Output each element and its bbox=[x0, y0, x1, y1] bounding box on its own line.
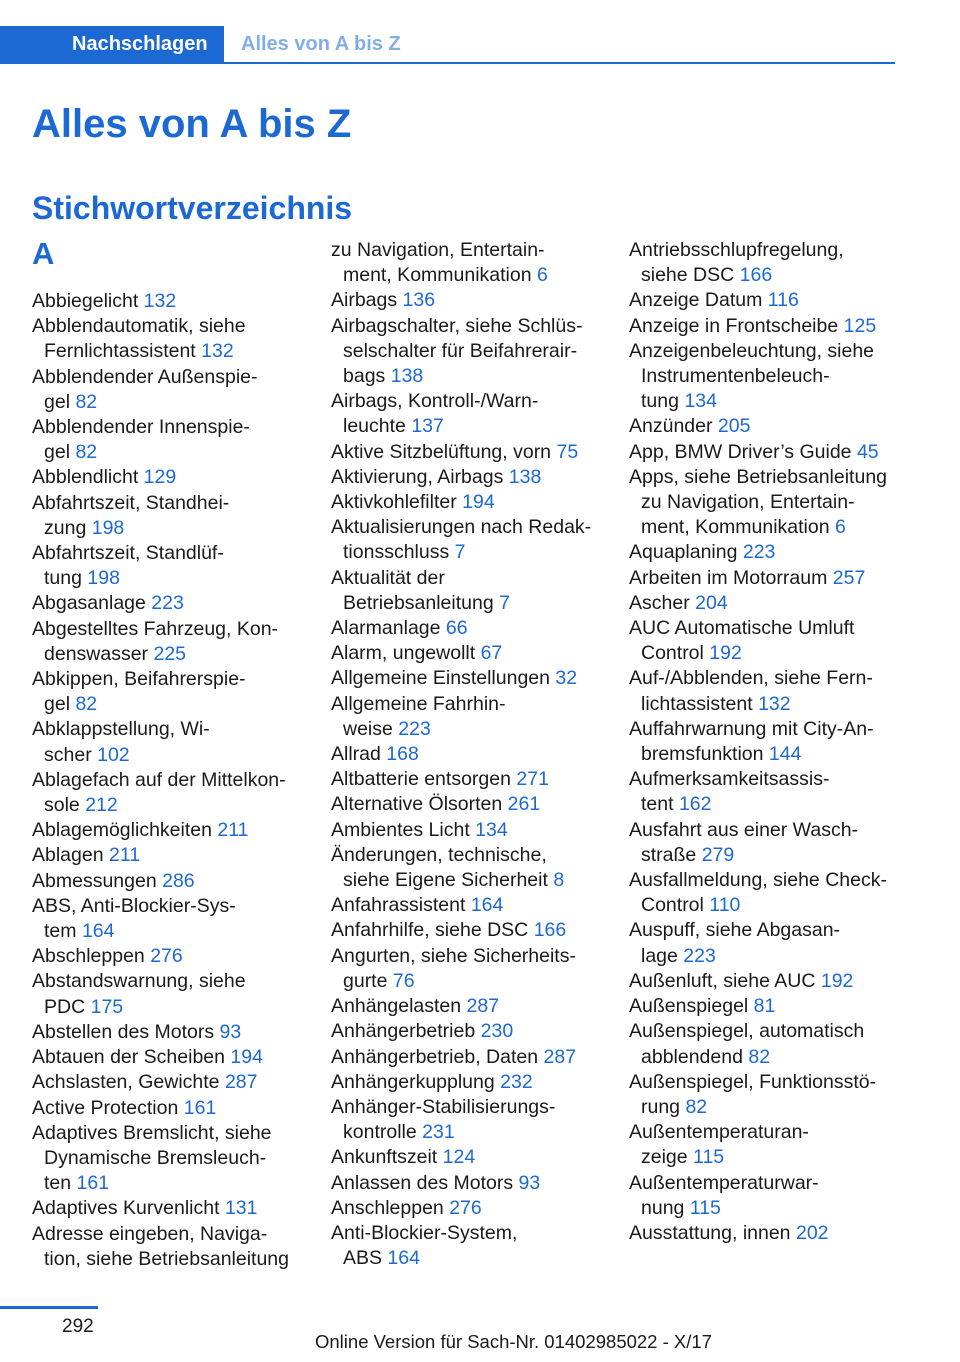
index-entry-text: Allrad bbox=[331, 743, 381, 766]
page-reference-link[interactable]: 132 bbox=[201, 340, 234, 363]
index-entry-text: Ankunftszeit bbox=[331, 1146, 438, 1169]
index-entry bbox=[331, 1045, 603, 1070]
page-reference-link[interactable]: 115 bbox=[693, 1146, 725, 1169]
index-entry bbox=[629, 238, 901, 288]
index-entry bbox=[331, 515, 603, 565]
page-reference-link[interactable]: 93 bbox=[219, 1020, 242, 1043]
breadcrumb[interactable]: Alles von A bis Z bbox=[241, 33, 401, 55]
page-reference-link[interactable]: 276 bbox=[150, 945, 183, 968]
index-entry bbox=[629, 666, 901, 716]
index-entry-text: Außenspiegel, automatisch abblendend bbox=[629, 1020, 865, 1068]
letter-heading: A bbox=[32, 236, 55, 271]
page-reference-link[interactable]: 6 bbox=[835, 516, 846, 539]
index-entry bbox=[32, 1196, 304, 1221]
index-entry bbox=[32, 591, 304, 616]
page-reference-link[interactable]: 82 bbox=[748, 1045, 771, 1068]
index-entry-text: Anfahrhilfe, siehe DSC bbox=[331, 919, 529, 942]
index-entry bbox=[629, 1171, 901, 1221]
index-entry bbox=[629, 1070, 901, 1120]
page-reference-link[interactable]: 66 bbox=[445, 617, 468, 640]
page-reference-link[interactable]: 82 bbox=[75, 390, 98, 413]
index-entry bbox=[331, 692, 603, 742]
page-reference-link[interactable]: 81 bbox=[753, 995, 776, 1018]
index-entry-text: Abstandswarnung, siehe PDC bbox=[32, 970, 246, 1018]
index-entry-text: Abgasanlage bbox=[32, 592, 146, 615]
index-entry-text: Ablagefach auf der Mittelkon- sole bbox=[32, 768, 286, 817]
index-entry-text: Abblendlicht bbox=[32, 466, 139, 489]
index-entry bbox=[331, 440, 603, 465]
index-entry bbox=[32, 717, 304, 767]
page-reference-link[interactable]: 168 bbox=[386, 743, 419, 766]
page-reference-link[interactable]: 124 bbox=[442, 1146, 476, 1169]
page-reference-link[interactable]: 138 bbox=[390, 365, 424, 388]
index-entry-text: Abblendender Außenspie- gel bbox=[32, 365, 258, 413]
page-reference-link[interactable]: 223 bbox=[398, 717, 431, 740]
index-entry bbox=[331, 893, 603, 918]
page-reference-link[interactable]: 164 bbox=[470, 894, 504, 917]
index-entry-text: App, BMW Driver’s Guide bbox=[629, 440, 852, 463]
page-reference-link[interactable]: 137 bbox=[411, 415, 444, 438]
page-reference-link[interactable]: 232 bbox=[500, 1070, 533, 1093]
page-reference-link[interactable]: 32 bbox=[555, 667, 578, 690]
index-entry-text: Ascher bbox=[629, 591, 690, 614]
page-reference-link[interactable]: 136 bbox=[402, 289, 436, 312]
index-entry-text: Abgestelltes Fahrzeug, Kon- denswasser bbox=[32, 617, 279, 665]
page-reference-link[interactable]: 175 bbox=[90, 995, 124, 1018]
page-reference-link[interactable]: 211 bbox=[109, 844, 141, 867]
index-entry bbox=[32, 491, 304, 541]
index-entry bbox=[331, 767, 603, 792]
index-entry bbox=[32, 843, 304, 868]
page-reference-link[interactable]: 45 bbox=[856, 440, 879, 463]
section-title: Stichwortverzeichnis bbox=[32, 190, 353, 226]
index-entry bbox=[331, 389, 603, 439]
page-reference-link[interactable]: 166 bbox=[533, 919, 567, 942]
index-entry bbox=[32, 1070, 304, 1095]
page-reference-link[interactable]: 205 bbox=[717, 415, 751, 438]
index-entry-text: Altbatterie entsorgen bbox=[331, 768, 511, 791]
index-entry-text: Ablagemöglichkeiten bbox=[32, 819, 212, 842]
index-entry bbox=[331, 1145, 603, 1170]
index-entry-text: Anzünder bbox=[629, 415, 713, 438]
index-entry bbox=[629, 288, 901, 313]
page-reference-link[interactable]: 8 bbox=[553, 869, 565, 892]
page-title: Alles von A bis Z bbox=[32, 102, 352, 146]
page-reference-link[interactable]: 279 bbox=[701, 843, 735, 866]
page-reference-link[interactable]: 162 bbox=[678, 793, 712, 816]
index-entry-text: Abkippen, Beifahrerspie- gel bbox=[32, 668, 246, 716]
index-entry bbox=[32, 465, 304, 490]
index-entry-text: Ausfahrt aus einer Wasch- straße bbox=[629, 818, 859, 866]
index-entry-text: Anfahrassistent bbox=[331, 894, 466, 917]
index-entry-text: Aquaplaning bbox=[629, 541, 738, 564]
index-entry bbox=[331, 465, 603, 490]
index-entry bbox=[629, 994, 901, 1019]
index-entry-text: Ausstattung, innen bbox=[629, 1221, 791, 1244]
index-entry-text: Anzeige in Frontscheibe bbox=[629, 314, 839, 337]
index-entry-text: Außenspiegel bbox=[629, 995, 749, 1018]
page-reference-link[interactable]: 161 bbox=[76, 1172, 110, 1195]
index-entry bbox=[331, 666, 603, 691]
page-reference-link[interactable]: 132 bbox=[758, 692, 791, 715]
index-entry-text: Anhänger-Stabilisierungs- kontrolle bbox=[331, 1095, 556, 1144]
index-entry-text: Außenluft, siehe AUC bbox=[629, 969, 816, 992]
index-entry bbox=[32, 894, 304, 944]
index-entry-text: Abklappstellung, Wi- scher bbox=[32, 718, 210, 766]
index-entry-text: Aktive Sitzbelüftung, vorn bbox=[331, 440, 552, 463]
index-entry bbox=[629, 1019, 901, 1069]
tab-nachschlagen[interactable]: Nachschlagen bbox=[0, 26, 224, 62]
index-entry bbox=[629, 918, 901, 968]
page-reference-link[interactable]: 198 bbox=[87, 567, 120, 590]
index-entry bbox=[32, 617, 304, 667]
index-entry-text: zu Navigation, Entertain- ment, Kommunikation bbox=[331, 239, 545, 287]
index-entry bbox=[331, 792, 603, 817]
page-reference-link[interactable]: 144 bbox=[768, 743, 802, 766]
index-entry-text: Apps, siehe Betriebsanleitung zu Navigation, Entertain- ment, Kommunikation bbox=[629, 465, 888, 539]
index-entry bbox=[331, 641, 603, 666]
page-reference-link[interactable]: 125 bbox=[843, 314, 877, 337]
page-reference-link[interactable]: 138 bbox=[508, 465, 542, 488]
index-entry-text: Abstellen des Motors bbox=[32, 1020, 215, 1043]
footer-rule bbox=[0, 1306, 98, 1309]
index-entry bbox=[629, 1120, 901, 1170]
page-reference-link[interactable]: 116 bbox=[767, 289, 799, 312]
index-entry-text: Aktualität der Betriebsanleitung bbox=[331, 566, 494, 614]
page-reference-link[interactable]: 6 bbox=[537, 264, 548, 287]
index-entry-text: Airbags, Kontroll-/Warn- leuchte bbox=[331, 390, 539, 438]
index-entry bbox=[629, 414, 901, 439]
page-reference-link[interactable]: 212 bbox=[85, 794, 118, 817]
index-entry bbox=[331, 1171, 603, 1196]
index-entry-text: Abfahrtszeit, Standhei- zung bbox=[32, 491, 230, 539]
index-entry bbox=[331, 944, 603, 994]
index-entry bbox=[32, 1121, 304, 1197]
index-entry bbox=[32, 944, 304, 969]
index-entry-text: Adresse eingeben, Naviga- tion, siehe Betriebsanleitung bbox=[32, 1222, 289, 1270]
index-entry bbox=[629, 591, 901, 616]
index-entry-text: Abfahrtszeit, Standlüf- tung bbox=[32, 542, 224, 590]
index-entry bbox=[32, 969, 304, 1019]
page-reference-link[interactable]: 115 bbox=[689, 1196, 721, 1219]
index-entry bbox=[629, 1221, 901, 1246]
index-entry bbox=[629, 616, 901, 666]
index-entry-text: Adaptives Kurvenlicht bbox=[32, 1197, 220, 1220]
index-entry-text: Anti-Blockier-System, ABS bbox=[331, 1221, 518, 1270]
index-entry-text: Anhängerbetrieb bbox=[331, 1020, 476, 1043]
page-reference-link[interactable]: 192 bbox=[820, 969, 854, 992]
index-entry-text: Auspuff, siehe Abgasan- lage bbox=[629, 919, 841, 967]
index-entry-text: Anhängelasten bbox=[331, 995, 462, 1018]
index-entry-text: Ambientes Licht bbox=[331, 818, 470, 841]
index-entry-text: Abtauen der Scheiben bbox=[32, 1046, 225, 1069]
index-entry bbox=[32, 1045, 304, 1070]
page-reference-link[interactable]: 287 bbox=[224, 1071, 258, 1094]
page-reference-link[interactable]: 194 bbox=[230, 1046, 263, 1069]
index-entry bbox=[629, 540, 901, 565]
index-entry-text: Auffahrwarnung mit City-An- bremsfunktion bbox=[629, 717, 874, 766]
page-reference-link[interactable]: 110 bbox=[709, 894, 741, 917]
page-reference-link[interactable]: 164 bbox=[81, 920, 115, 943]
index-entry bbox=[331, 1019, 603, 1044]
index-entry bbox=[331, 490, 603, 515]
page-reference-link[interactable]: 204 bbox=[695, 591, 728, 614]
index-entry bbox=[331, 742, 603, 767]
index-entry bbox=[629, 339, 901, 415]
index-entry-text: Abschleppen bbox=[32, 945, 145, 968]
index-entry bbox=[629, 767, 901, 817]
index-entry-text: Anhängerbetrieb, Daten bbox=[331, 1045, 539, 1068]
index-entry-text: Allgemeine Fahrhin- weise bbox=[331, 692, 506, 740]
index-entry bbox=[331, 1070, 603, 1095]
index-column-3 bbox=[629, 238, 901, 1246]
page-reference-link[interactable]: 82 bbox=[75, 441, 98, 464]
index-entry bbox=[629, 868, 901, 918]
index-entry bbox=[32, 1222, 304, 1272]
index-entry-text: Außenspiegel, Funktionsstö- rung bbox=[629, 1070, 877, 1118]
index-entry-text: Abblendautomatik, siehe Fernlichtassistent bbox=[32, 315, 246, 363]
index-entry-text: AUC Automatische Umluft Control bbox=[629, 617, 855, 665]
page-reference-link[interactable]: 131 bbox=[224, 1197, 258, 1220]
page-reference-link[interactable]: 132 bbox=[143, 290, 177, 312]
index-entry bbox=[331, 918, 603, 943]
index-entry-text: Active Protection bbox=[32, 1096, 179, 1119]
page-reference-link[interactable]: 129 bbox=[143, 466, 177, 489]
index-entry bbox=[32, 541, 304, 591]
index-entry bbox=[629, 465, 901, 541]
index-entry-text: Airbags bbox=[331, 289, 398, 312]
index-entry-text: Ablagen bbox=[32, 844, 104, 867]
index-entry bbox=[32, 289, 304, 314]
index-entry bbox=[331, 314, 603, 390]
index-entry bbox=[32, 365, 304, 415]
index-entry bbox=[32, 667, 304, 717]
index-entry-text: Abbiegelicht bbox=[32, 290, 139, 312]
index-entry-text: Anhängerkupplung bbox=[331, 1070, 495, 1093]
page-reference-link[interactable]: 198 bbox=[91, 516, 125, 539]
index-entry-text: Alarmanlage bbox=[331, 617, 441, 640]
page-reference-link[interactable]: 286 bbox=[162, 869, 195, 892]
index-entry bbox=[629, 314, 901, 339]
page-reference-link[interactable]: 93 bbox=[518, 1171, 541, 1194]
index-entry bbox=[331, 1095, 603, 1145]
index-entry bbox=[629, 969, 901, 994]
page-reference-link[interactable]: 7 bbox=[499, 591, 510, 614]
index-entry bbox=[331, 818, 603, 843]
index-entry bbox=[331, 1196, 603, 1221]
index-entry bbox=[629, 440, 901, 465]
page-reference-link[interactable]: 102 bbox=[97, 743, 130, 766]
page-reference-link[interactable]: 230 bbox=[480, 1020, 514, 1043]
page-reference-link[interactable]: 192 bbox=[709, 642, 742, 665]
page-reference-link[interactable]: 82 bbox=[685, 1095, 708, 1118]
index-entry-text: Airbagschalter, siehe Schlüs- selschalter für Beifahrerair- bags bbox=[331, 314, 583, 388]
index-entry-text: Aktualisierungen nach Redak- tionsschluss bbox=[331, 516, 592, 564]
index-entry-text: Außentemperaturan- zeige bbox=[629, 1121, 809, 1169]
page-number: 292 bbox=[62, 1316, 94, 1337]
page-reference-link[interactable]: 211 bbox=[217, 819, 249, 842]
index-entry bbox=[32, 314, 304, 364]
index-entry-text: Ausfallmeldung, siehe Check- Control bbox=[629, 869, 887, 917]
index-entry-text: Anschleppen bbox=[331, 1196, 444, 1219]
page-reference-link[interactable]: 276 bbox=[449, 1196, 482, 1219]
index-entry-text: Arbeiten im Motorraum bbox=[629, 566, 828, 589]
index-entry bbox=[629, 566, 901, 591]
index-entry bbox=[629, 717, 901, 767]
index-entry bbox=[331, 616, 603, 641]
page-reference-link[interactable]: 194 bbox=[462, 491, 495, 514]
index-entry bbox=[331, 843, 603, 893]
page-reference-link[interactable]: 134 bbox=[684, 390, 717, 413]
page-reference-link[interactable]: 75 bbox=[556, 440, 579, 463]
index-entry-text: Angurten, siehe Sicherheits- gurte bbox=[331, 944, 576, 992]
page-reference-link[interactable]: 223 bbox=[151, 592, 184, 615]
index-entry-text: Alternative Ölsorten bbox=[331, 793, 503, 816]
index-entry bbox=[32, 818, 304, 843]
index-entry-text: Alarm, ungewollt bbox=[331, 642, 476, 665]
index-entry-text: Abblendender Innenspie- gel bbox=[32, 416, 250, 464]
index-entry-text: Auf-/Abblenden, siehe Fern- lichtassistent bbox=[629, 667, 873, 715]
index-entry bbox=[331, 1221, 603, 1271]
page-reference-link[interactable]: 134 bbox=[475, 818, 508, 841]
index-entry-text: Antriebsschlupfregelung, siehe DSC bbox=[629, 239, 844, 287]
index-entry bbox=[32, 869, 304, 894]
page-reference-link[interactable]: 225 bbox=[153, 642, 187, 665]
page-reference-link[interactable]: 164 bbox=[387, 1247, 420, 1270]
page-reference-link[interactable]: 287 bbox=[466, 995, 500, 1018]
page-header bbox=[0, 26, 895, 64]
index-entry bbox=[331, 238, 603, 288]
index-entry-text: ABS, Anti-Blockier-Sys- tem bbox=[32, 894, 236, 943]
page-reference-link[interactable]: 261 bbox=[507, 793, 541, 816]
index-entry bbox=[32, 415, 304, 465]
page-reference-link[interactable]: 271 bbox=[516, 768, 549, 791]
index-entry bbox=[629, 818, 901, 868]
index-entry-text: Anzeigenbeleuchtung, siehe Instrumentenbeleuch- tung bbox=[629, 339, 875, 413]
index-entry-text: Abmessungen bbox=[32, 869, 157, 892]
index-entry bbox=[32, 768, 304, 818]
index-entry-text: Aktivierung, Airbags bbox=[331, 465, 504, 488]
page-reference-link[interactable]: 231 bbox=[422, 1121, 455, 1144]
index-entry-text: Allgemeine Einstellungen bbox=[331, 667, 550, 690]
index-entry-text: Änderungen, technische, siehe Eigene Sicherheit bbox=[331, 843, 548, 892]
index-entry-text: Außentemperaturwar- nung bbox=[629, 1171, 819, 1219]
page-reference-link[interactable]: 7 bbox=[454, 541, 466, 564]
index-entry-text: Anlassen des Motors bbox=[331, 1171, 514, 1194]
page-reference-link[interactable]: 166 bbox=[739, 264, 773, 287]
page-reference-link[interactable]: 67 bbox=[480, 642, 503, 665]
page-reference-link[interactable]: 82 bbox=[75, 693, 98, 716]
page-reference-link[interactable]: 202 bbox=[795, 1221, 829, 1244]
page-reference-link[interactable]: 287 bbox=[543, 1045, 577, 1068]
page-reference-link[interactable]: 76 bbox=[392, 969, 415, 992]
index-entry bbox=[331, 566, 603, 616]
index-entry bbox=[32, 1096, 304, 1121]
index-entry-text: Aktivkohlefilter bbox=[331, 491, 457, 514]
page-reference-link[interactable]: 223 bbox=[683, 944, 716, 967]
index-entry bbox=[331, 288, 603, 313]
page-reference-link[interactable]: 257 bbox=[832, 566, 866, 589]
index-column-1 bbox=[32, 289, 304, 1272]
online-version-note: Online Version für Sach-Nr. 01402985022 - X/17 bbox=[315, 1331, 712, 1352]
index-entry-text: Aufmerksamkeitsassis- tent bbox=[629, 768, 830, 816]
index-entry-text: Anzeige Datum bbox=[629, 289, 763, 312]
index-column-2 bbox=[331, 238, 603, 1271]
index-entry bbox=[32, 1020, 304, 1045]
page-reference-link[interactable]: 223 bbox=[742, 541, 776, 564]
index-entry-text: Achslasten, Gewichte bbox=[32, 1071, 220, 1094]
index-entry bbox=[331, 994, 603, 1019]
page-reference-link[interactable]: 161 bbox=[183, 1096, 217, 1119]
index-entry-text: Adaptives Bremslicht, siehe Dynamische Bremsleuch- ten bbox=[32, 1121, 272, 1195]
